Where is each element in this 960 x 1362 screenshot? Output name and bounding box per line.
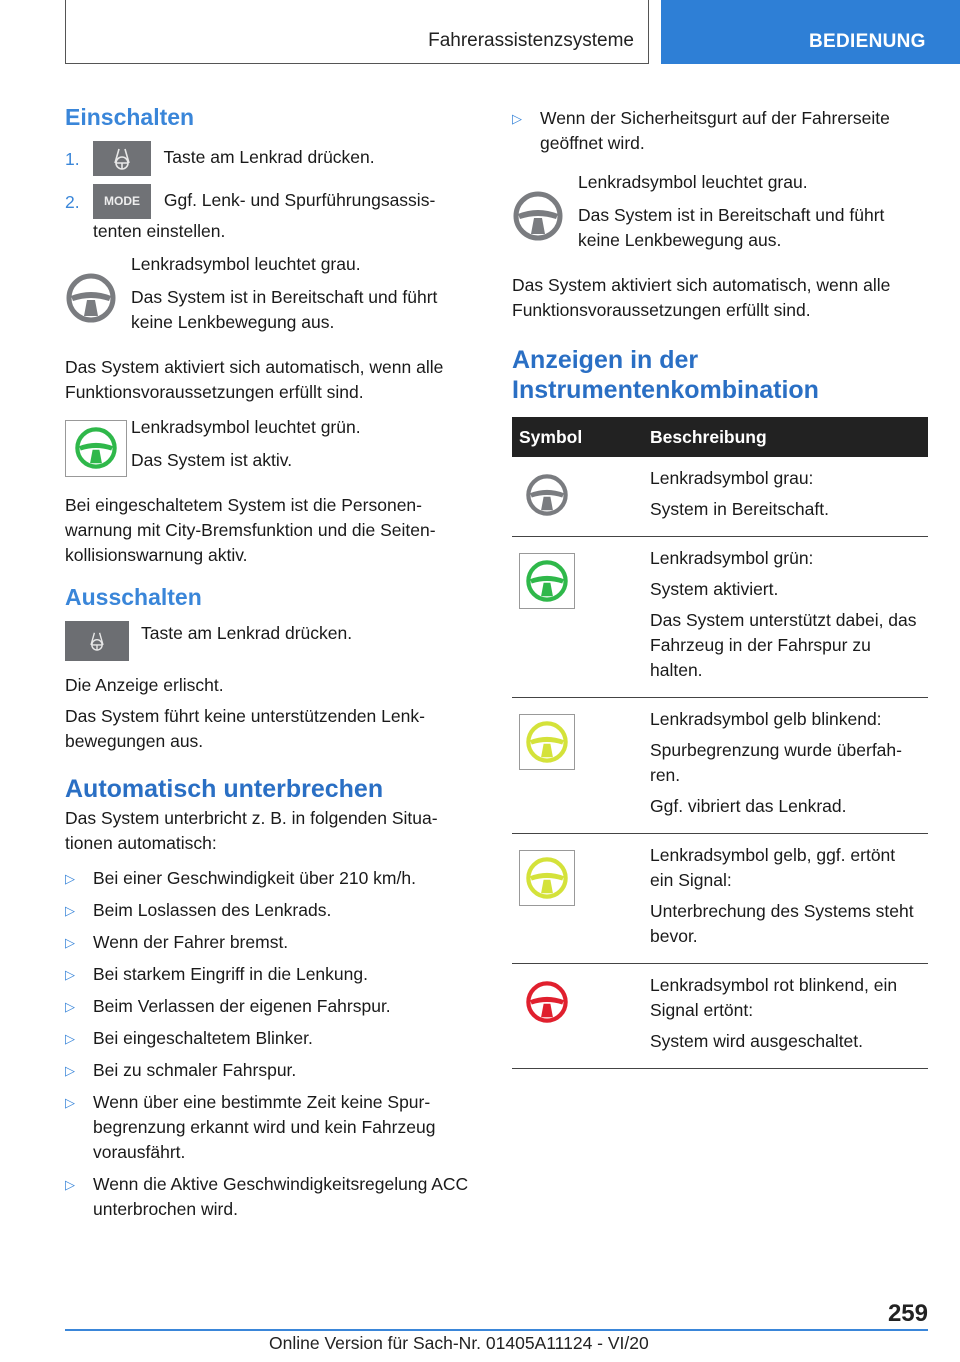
list-item: ▷ Bei einer Geschwindigkeit über 210 km/h. — [65, 866, 475, 891]
row-description-line: Lenkradsymbol rot blinkend, ein Signal ertönt: — [650, 975, 898, 1020]
step-1 — [65, 141, 475, 176]
header-section — [65, 0, 649, 64]
page-number: 259 — [887, 1300, 928, 1327]
table-row — [512, 537, 928, 698]
row-description-line: Lenkradsymbol grau: — [650, 468, 814, 488]
steering-wheel-grey-icon — [512, 190, 564, 242]
list-item: ▷ Wenn die Aktive Geschwindigkeitsregelung ACC unterbrochen wird. — [65, 1172, 475, 1222]
list-item: ▷ Wenn über eine bestimmte Zeit keine Spurbegrenzung erkannt wird und kein Fahrzeug vorausfährt. — [65, 1090, 475, 1165]
grey-status-right-line1: Lenkradsymbol leuchtet grau. — [578, 172, 808, 192]
auto-activate-right: Das System aktiviert sich automatisch, wenn alle Funktionsvoraussetzungen erfüllt sind. — [512, 275, 891, 320]
symbol-table — [512, 417, 928, 1069]
heading-anzeigen: Anzeigen in der Instrumentenkombination — [512, 346, 819, 404]
ausschalten-p1: Die Anzeige erlischt. — [65, 675, 224, 695]
col-symbol: Symbol — [512, 417, 643, 457]
step-1-text: Taste am Lenkrad drücken. — [163, 147, 375, 168]
row-description-line: Unterbrechung des Systems steht bevor. — [650, 901, 914, 946]
green-status-line2: Das System ist aktiv. — [131, 450, 293, 470]
grey-status-right — [512, 170, 928, 261]
row-description-line: Lenkradsymbol grün: — [650, 548, 814, 568]
auto-unterbrechen-list — [65, 866, 475, 1222]
step-1-number: 1. — [65, 149, 80, 169]
grey-status-line2: Das System ist in Bereitschaft und führt keine Lenkbewegung aus. — [131, 287, 438, 332]
grey-status-line1: Lenkradsymbol leuchtet grau. — [131, 254, 361, 274]
left-column — [65, 96, 475, 1229]
mode-key-label: MODE — [104, 194, 140, 208]
footer-divider — [65, 1329, 928, 1331]
ausschalten-text: Taste am Lenkrad drücken. — [141, 623, 353, 643]
steering-wheel-icon — [519, 850, 575, 906]
list-item: ▷ Bei eingeschaltetem Blinker. — [65, 1026, 475, 1051]
warning-note: Bei eingeschaltetem System ist die Personenwarnung mit City-Bremsfunktion und die Seitenkollisionswarnung aktiv. — [65, 495, 436, 565]
auto-unterbrechen-intro: Das System unterbricht z. B. in folgenden Situationen automatisch: — [65, 808, 438, 853]
list-item: ▷ Wenn der Sicherheitsgurt auf der Fahrerseite geöffnet wird. — [512, 106, 928, 156]
ausschalten-p2: Das System führt keine unterstützenden Lenkbewegungen aus. — [65, 706, 425, 751]
green-status — [65, 415, 475, 481]
steering-wheel-icon — [519, 553, 575, 609]
steering-wheel-grey-icon — [65, 272, 117, 324]
header-section-title: Fahrerassistenzsysteme — [428, 30, 634, 51]
table-row — [512, 834, 928, 964]
steering-assist-key-icon — [93, 141, 151, 176]
list-item: ▷ Bei zu schmaler Fahrspur. — [65, 1058, 475, 1083]
mode-key-icon — [93, 184, 151, 219]
col-beschreibung: Beschreibung — [643, 417, 928, 457]
row-description-line: Das System unterstützt dabei, das Fahrzeug in der Fahrspur zu halten. — [650, 610, 917, 680]
list-item: ▷ Bei starkem Eingriff in die Lenkung. — [65, 962, 475, 987]
list-item: ▷ Beim Verlassen der eigenen Fahrspur. — [65, 994, 475, 1019]
grey-status-right-line2: Das System ist in Bereitschaft und führt keine Lenkbewegung aus. — [578, 205, 885, 250]
row-description-line: Ggf. vibriert das Lenkrad. — [650, 796, 847, 816]
steering-wheel-icon — [519, 980, 636, 1031]
row-description-line: Lenkradsymbol gelb blinkend: — [650, 709, 882, 729]
steering-assist-key-icon — [65, 621, 129, 661]
row-description-line: Lenkradsymbol gelb, ggf. ertönt ein Signal: — [650, 845, 896, 890]
green-status-line1: Lenkradsymbol leuchtet grün. — [131, 417, 361, 437]
heading-auto-unterbrechen: Automatisch unterbrechen — [65, 775, 384, 803]
list-item: ▷ Wenn der Fahrer bremst. — [65, 930, 475, 955]
table-row — [512, 698, 928, 834]
right-column — [512, 106, 928, 1069]
row-description-line: Spurbegrenzung wurde überfahren. — [650, 740, 902, 785]
grey-status — [65, 252, 475, 343]
heading-ausschalten: Ausschalten — [65, 584, 202, 610]
header-tab-label: BEDIENUNG — [809, 31, 926, 52]
table-row — [512, 457, 928, 537]
table-row — [512, 964, 928, 1069]
header-tab[interactable] — [661, 0, 960, 64]
row-description-line: System aktiviert. — [650, 579, 779, 599]
footer-online-version: Online Version für Sach-Nr. 01405A11124 - VI/20 — [269, 1333, 649, 1353]
heading-einschalten: Einschalten — [65, 104, 195, 130]
steering-wheel-green-icon — [65, 420, 127, 477]
ausschalten-row — [65, 621, 475, 661]
step-2-number: 2. — [65, 192, 80, 212]
step-2 — [65, 184, 475, 244]
row-description-line: System in Bereitschaft. — [650, 499, 829, 519]
row-description-line: System wird ausgeschaltet. — [650, 1031, 864, 1051]
list-item: ▷ Beim Loslassen des Lenkrads. — [65, 898, 475, 923]
steering-wheel-icon — [519, 714, 575, 770]
auto-activate-text: Das System aktiviert sich automatisch, wenn alle Funktionsvoraussetzungen erfüllt sind. — [65, 357, 444, 402]
steering-wheel-icon — [519, 473, 636, 524]
step-2-text: Ggf. Lenk- und Spurführungsassistenten einstellen. — [93, 190, 436, 241]
